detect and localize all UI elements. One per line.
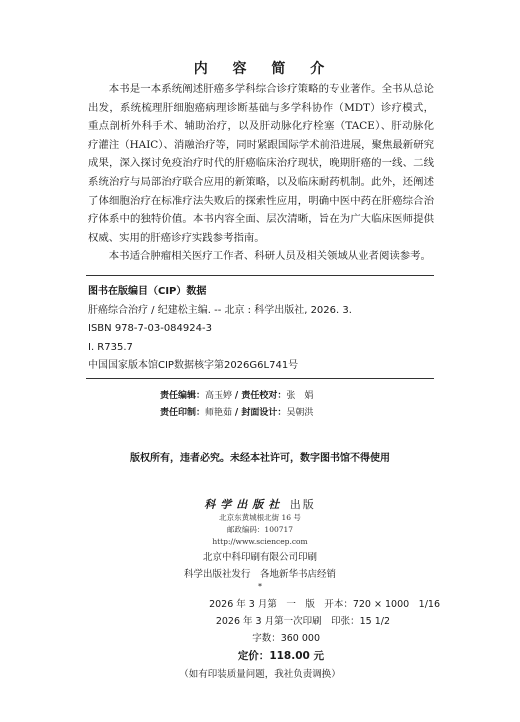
impression-line: 2026 年 3 月第一次印刷 印张：15 1/2 — [215, 616, 390, 627]
edition-line: 2026 年 3 月第 一 版 开本：720 × 1000 1/16 — [209, 599, 440, 610]
cip-data-block — [88, 283, 434, 376]
cover-name: 吴朝洪 — [286, 408, 314, 418]
price-value: 118.00 元 — [269, 650, 324, 662]
rights-notice: 版权所有，违者必究。未经本社许可，数字图书馆不得使用 — [130, 453, 390, 464]
page-title: 内 容 简 介 — [193, 61, 335, 77]
printer-line: 北京中科印刷有限公司印刷 — [202, 552, 317, 563]
publisher-name — [0, 496, 520, 512]
cip-number: 中国国家版本馆CIP数据核字第2026G6L741号 — [88, 360, 299, 372]
publisher-address: 北京东黄城根北街 16 号 — [219, 513, 301, 522]
printing-label: 责任印制： — [160, 408, 206, 418]
cip-classification: Ⅰ. R735.7 — [88, 341, 133, 353]
publisher-block — [0, 496, 520, 548]
cip-book-line: 肝癌综合治疗 / 纪建松主编. -- 北京 : 科学出版社, 2026. 3. — [88, 304, 352, 316]
content-summary — [88, 80, 434, 266]
summary-paragraph-1: 本书是一本系统阐述肝癌多学科综合诊疗策略的专业著作。全书从总论出发，系统梳理肝细胞癌病理诊断基础与多学科协作（MDT）诊疗模式，重点剖析外科手术、辅助治疗，以及肝动脉化疗栓塞（TACE）、肝动脉化疗灌注（HAIC）、消融治疗等，同时紧跟国际学术前沿进展，聚焦最新研究成果，深入探讨免疫治疗时代的肝癌临床治疗现状，晚期肝癌的一线、二线系统治疗与局部治疗联合应用的新策略，以及临床耐药机制。此外，还阐述了体细胞治疗在标准疗法失败后的探索性应用，明确中医中药在肝癌综合治疗体系中的独特价值。本书内容全面、层次清晰，旨在为广大临床医师提供权威、实用的肝癌诊疗实践参考指南。 — [88, 83, 434, 244]
credits-line-2 — [160, 405, 460, 418]
price-label: 定价： — [237, 650, 270, 662]
separator-mark: * — [258, 582, 262, 591]
top-divider — [86, 275, 434, 276]
publisher-postal-code: 邮政编码：100717 — [226, 525, 294, 534]
publisher-suffix: 出版 — [289, 498, 316, 511]
proofreader-label: / 责任校对： — [234, 391, 287, 401]
cip-isbn: ISBN 978-7-03-084924-3 — [88, 323, 212, 335]
printing-name: 师艳茹 — [205, 408, 233, 418]
cip-divider — [86, 378, 434, 379]
publisher-website: http://www.sciencep.com — [212, 537, 308, 546]
editor-name: 高玉婷 — [205, 391, 233, 401]
word-count-line: 字数：360 000 — [252, 633, 320, 644]
proofreader-name: 张 娟 — [286, 391, 314, 401]
quality-note: （如有印装质量问题，我社负责调换） — [179, 669, 341, 680]
price-line — [40, 648, 324, 663]
publisher-logo-text: 科学出版社 — [204, 498, 285, 511]
cover-label: / 封面设计： — [234, 408, 287, 418]
credits-line-1 — [160, 388, 460, 401]
distribution-line: 科学出版社发行 各地新华书店经销 — [183, 569, 336, 580]
editor-label: 责任编辑： — [160, 391, 206, 401]
summary-paragraph-2: 本书适合肿瘤相关医疗工作者、科研人员及相关领域从业者阅读参考。 — [108, 250, 431, 263]
cip-heading: 图书在版编目（CIP）数据 — [88, 286, 207, 297]
